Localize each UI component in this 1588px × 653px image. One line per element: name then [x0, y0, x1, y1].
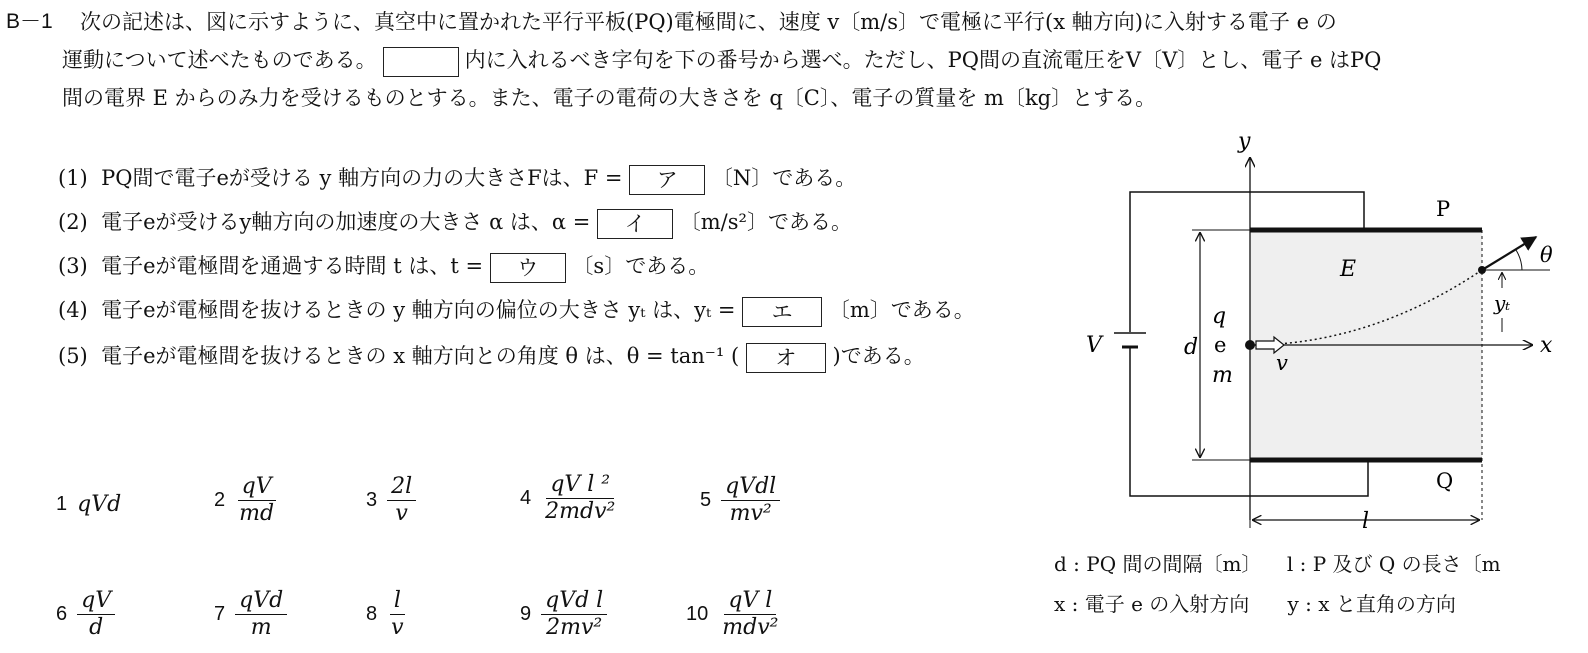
intro-line-1: 次の記述は、図に示すように、真空中に置かれた平行平板(PQ)電極間に、速度 v〔m/s〕で電極に平行(x 軸方向)に入射する電子 e の — [80, 10, 1337, 34]
question-3-no: (3) — [58, 254, 88, 278]
plate-p-label: P — [1436, 197, 1451, 221]
choice-7[interactable] — [214, 588, 287, 641]
choice-5[interactable] — [700, 474, 780, 527]
yt-label: yₜ — [1494, 291, 1511, 315]
choice-5-fraction: $\frac{\text{qVdl}}{\text{mv²}}$ — [721, 474, 780, 527]
question-5 — [58, 340, 925, 373]
question-2-unit: 〔m/s²〕である。 — [679, 210, 852, 234]
choice-4-number: 4 — [520, 487, 532, 509]
field-e-label: E — [1340, 257, 1357, 282]
question-1 — [58, 162, 856, 195]
choice-1[interactable] — [56, 492, 121, 517]
choice-5-number: 5 — [700, 489, 712, 511]
choice-10-fraction: $\frac{\text{qV l}}{\text{mdv²}}$ — [722, 588, 779, 640]
x-axis-label: x — [1540, 333, 1553, 358]
question-2 — [58, 206, 852, 239]
choice-6[interactable] — [56, 588, 115, 641]
y-axis-label: y — [1238, 129, 1251, 154]
choice-1-number: 1 — [56, 493, 68, 515]
intro-line-2a: 運動について述べたものである。 — [62, 48, 377, 72]
legend-d: d : PQ 間の間隔〔m〕 — [1054, 552, 1262, 576]
choice-6-fraction: $\frac{qV}{d}$ — [77, 588, 115, 641]
electron-dot — [1245, 340, 1255, 350]
blank-i: イ — [597, 209, 673, 239]
velocity-v-label: v — [1276, 351, 1288, 375]
question-5-unit: )である。 — [832, 344, 925, 368]
legend-x: x : 電子 e の入射方向 — [1054, 592, 1250, 616]
plate-q-label: Q — [1436, 469, 1454, 493]
question-1-text: PQ間で電子eが受ける y 軸方向の力の大きさFは、F = — [101, 166, 623, 190]
choice-2-number: 2 — [214, 489, 226, 511]
question-1-unit: 〔N〕である。 — [711, 166, 857, 190]
choice-8[interactable] — [366, 588, 408, 641]
blank-u: ウ — [490, 253, 566, 283]
intro-line-3: 間の電界 E からのみ力を受けるものとする。また、電子の電荷の大きさを q〔C〕、電子の質量を m〔kg〕とする。 — [62, 86, 1157, 110]
theta-label: θ — [1540, 243, 1553, 267]
choice-8-number: 8 — [366, 603, 378, 625]
choice-1-expr: qVd — [77, 492, 122, 517]
exit-velocity-arrow — [1482, 237, 1536, 270]
question-2-text: 電子eが受けるy軸方向の加速度の大きさ α は、α = — [101, 210, 591, 234]
question-1-no: (1) — [58, 166, 88, 190]
blank-e: エ — [742, 297, 822, 327]
question-2-no: (2) — [58, 210, 88, 234]
choice-10[interactable] — [686, 588, 782, 641]
choice-7-number: 7 — [214, 603, 226, 625]
choice-2[interactable] — [214, 474, 278, 527]
electrode-figure — [1070, 120, 1588, 540]
choice-7-fraction: $\frac{\text{qVd}}{m}$ — [235, 588, 287, 641]
choice-6-number: 6 — [56, 603, 68, 625]
intro-blank-box — [383, 47, 459, 77]
blank-o: オ — [746, 343, 826, 373]
distance-d-label: d — [1184, 335, 1199, 360]
mass-m-label: m — [1212, 363, 1233, 388]
question-3-unit: 〔s〕である。 — [572, 254, 710, 278]
voltage-label: V — [1086, 333, 1102, 358]
theta-arc — [1516, 250, 1522, 270]
question-4-no: (4) — [58, 298, 88, 322]
legend-y: y : x と直角の方向 — [1287, 592, 1456, 616]
choice-3-fraction: $\frac{2l}{v}$ — [387, 474, 416, 527]
question-4 — [58, 294, 975, 327]
intro-line-2 — [62, 44, 1381, 77]
choice-9-fraction: $\frac{\text{qVd l}}{\text{2mv²}}$ — [541, 588, 607, 641]
choice-9-number: 9 — [520, 603, 532, 625]
question-5-text: 電子eが電極間を抜けるときの x 軸方向との角度 θ は、θ = tan⁻¹ ( — [101, 344, 740, 368]
question-3 — [58, 250, 709, 283]
problem-id: B－1 — [6, 10, 53, 33]
choice-4-fraction: $\frac{\text{qV l ²}}{\text{2mdv²}}$ — [545, 472, 616, 524]
choice-4[interactable] — [520, 472, 619, 525]
legend-line-1 — [1054, 548, 1501, 577]
length-l-label: l — [1362, 509, 1370, 534]
choice-3[interactable] — [366, 474, 416, 527]
choice-10-number: 10 — [686, 603, 709, 625]
choice-2-fraction: $\frac{qV}{md}$ — [239, 474, 275, 526]
question-4-unit: 〔m〕である。 — [828, 298, 975, 322]
charge-q-label: q — [1212, 304, 1227, 329]
question-5-no: (5) — [58, 344, 88, 368]
question-3-text: 電子eが電極間を通過する時間 t は、t = — [101, 254, 484, 278]
choice-9[interactable] — [520, 588, 607, 641]
choice-8-fraction: $\frac{l}{v}$ — [391, 588, 404, 640]
legend-l: l : P 及び Q の長さ〔m — [1286, 552, 1501, 576]
choice-3-number: 3 — [366, 489, 378, 511]
question-4-text: 電子eが電極間を抜けるときの y 軸方向の偏位の大きさ yₜ は、yₜ = — [101, 298, 736, 322]
blank-a: ア — [629, 165, 705, 195]
legend-line-2 — [1054, 588, 1456, 617]
electron-e-label: e — [1214, 333, 1227, 357]
intro-line-2b: 内に入れるべき字句を下の番号から選べ。ただし、PQ間の直流電圧をV〔V〕とし、電子 e はPQ — [464, 48, 1382, 72]
